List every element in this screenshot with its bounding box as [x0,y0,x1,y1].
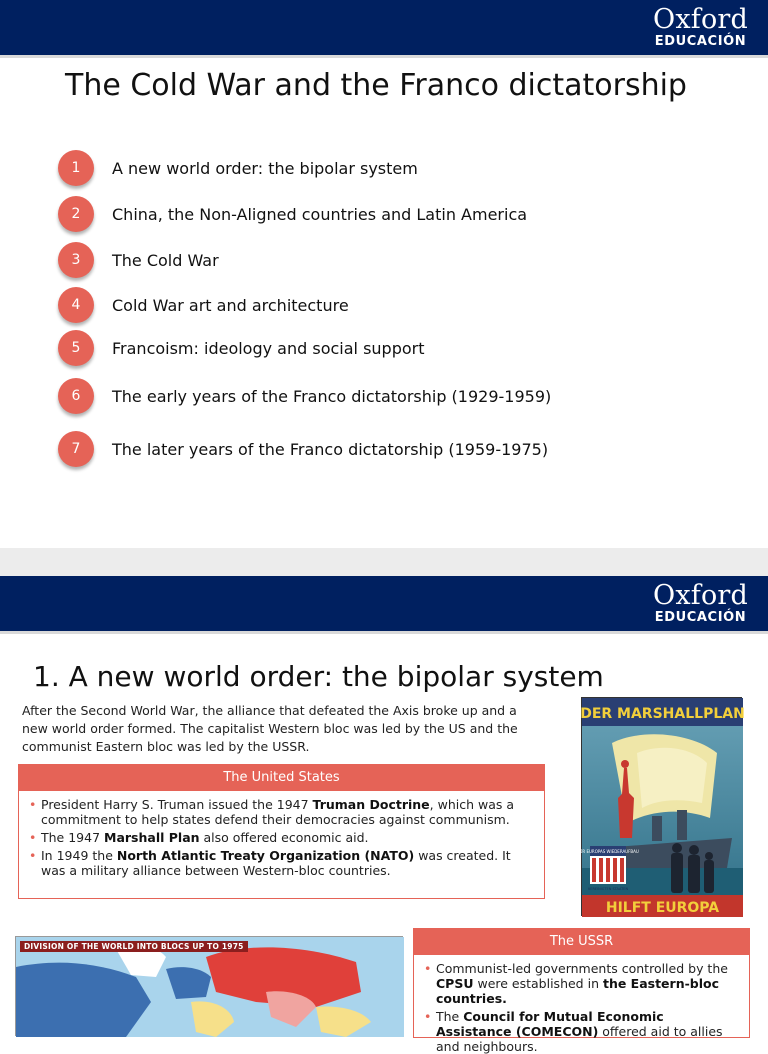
agenda-number-badge: 2 [58,196,94,232]
agenda-item-label: The early years of the Franco dictatorship (1929-1959) [112,387,552,406]
oxford-logo [653,582,748,626]
ussr-panel [413,928,750,1054]
united-states-panel [18,764,545,899]
agenda-item-label: The Cold War [112,251,219,270]
agenda-item-label: A new world order: the bipolar system [112,159,418,178]
agenda-item[interactable] [58,330,658,366]
agenda-item-label: The later years of the Franco dictatorship (1959-1975) [112,440,549,459]
ussr-bullet-list [414,955,749,1054]
marshall-plan-poster [577,697,745,916]
us-bullet-list [19,791,544,878]
header-bar [0,0,768,58]
agenda-item[interactable] [58,287,658,323]
agenda-item[interactable] [58,242,658,278]
agenda-number-badge: 5 [58,330,94,366]
map-label: DIVISION OF THE WORLD INTO BLOCS UP TO 1975 [20,941,248,952]
poster-flag-text: FÜR EUROPAS WIEDERAUFBAU [577,849,639,854]
agenda-item-label: China, the Non-Aligned countries and Latin America [112,205,528,224]
list-item: • President Harry S. Truman issued the 1947 Truman Doctrine, which was a commitment to help states defend their democracies against communism. [31,797,534,827]
header-stripe [0,631,768,634]
map-illustration [16,937,404,1037]
agenda-item[interactable] [58,431,658,467]
logo-sub: EDUCACIÓN [654,34,747,49]
list-item: • The Council for Mutual Economic Assistance (COMECON) offered aid to allies and neighbours. [426,1009,739,1054]
agenda-item-label: Francoism: ideology and social support [112,339,425,358]
slide-2 [0,576,768,1054]
agenda-item[interactable] [58,378,658,414]
panel-header: The USSR [414,929,749,955]
poster-slogan: HILFT EUROPA [605,900,720,916]
slide-title: The Cold War and the Franco dictatorship [65,68,687,103]
oxford-logo [653,6,748,50]
agenda-item-label: Cold War art and architecture [112,296,349,315]
logo-sub: EDUCACIÓN [654,610,747,625]
header-stripe [0,55,768,58]
header-bar [0,576,768,634]
logo-brand: Oxford [652,580,748,611]
slide-gap [0,548,768,576]
intro-paragraph: After the Second World War, the alliance that defeated the Axis broke up and a new world order formed. The capitalist Western bloc was led by the US and the communist Eastern bloc was led by the USSR. [22,703,518,754]
list-item: • The 1947 Marshall Plan also offered economic aid. [31,830,534,845]
section-title: 1. A new world order: the bipolar system [33,660,604,693]
list-item: • Communist-led governments controlled by the CPSU were established in the Eastern-bloc countries. [426,961,739,1006]
agenda-number-badge: 4 [58,287,94,323]
agenda-number-badge: 6 [58,378,94,414]
list-item: • In 1949 the North Atlantic Treaty Organization (NATO) was created. It was a military alliance between Western-bloc countries. [31,848,534,878]
logo-brand: Oxford [652,4,748,35]
panel-header: The United States [19,765,544,791]
poster-title: DER MARSHALLPLAN [580,706,745,722]
agenda-item[interactable] [58,196,658,232]
agenda-number-badge: 1 [58,150,94,186]
agenda-number-badge: 7 [58,431,94,467]
agenda-number-badge: 3 [58,242,94,278]
poster-illustration [577,698,745,917]
world-blocs-map [15,936,403,1036]
agenda-item[interactable] [58,150,658,186]
poster-flag-subtext: VEREINIGTEN STAATEN [587,887,629,891]
